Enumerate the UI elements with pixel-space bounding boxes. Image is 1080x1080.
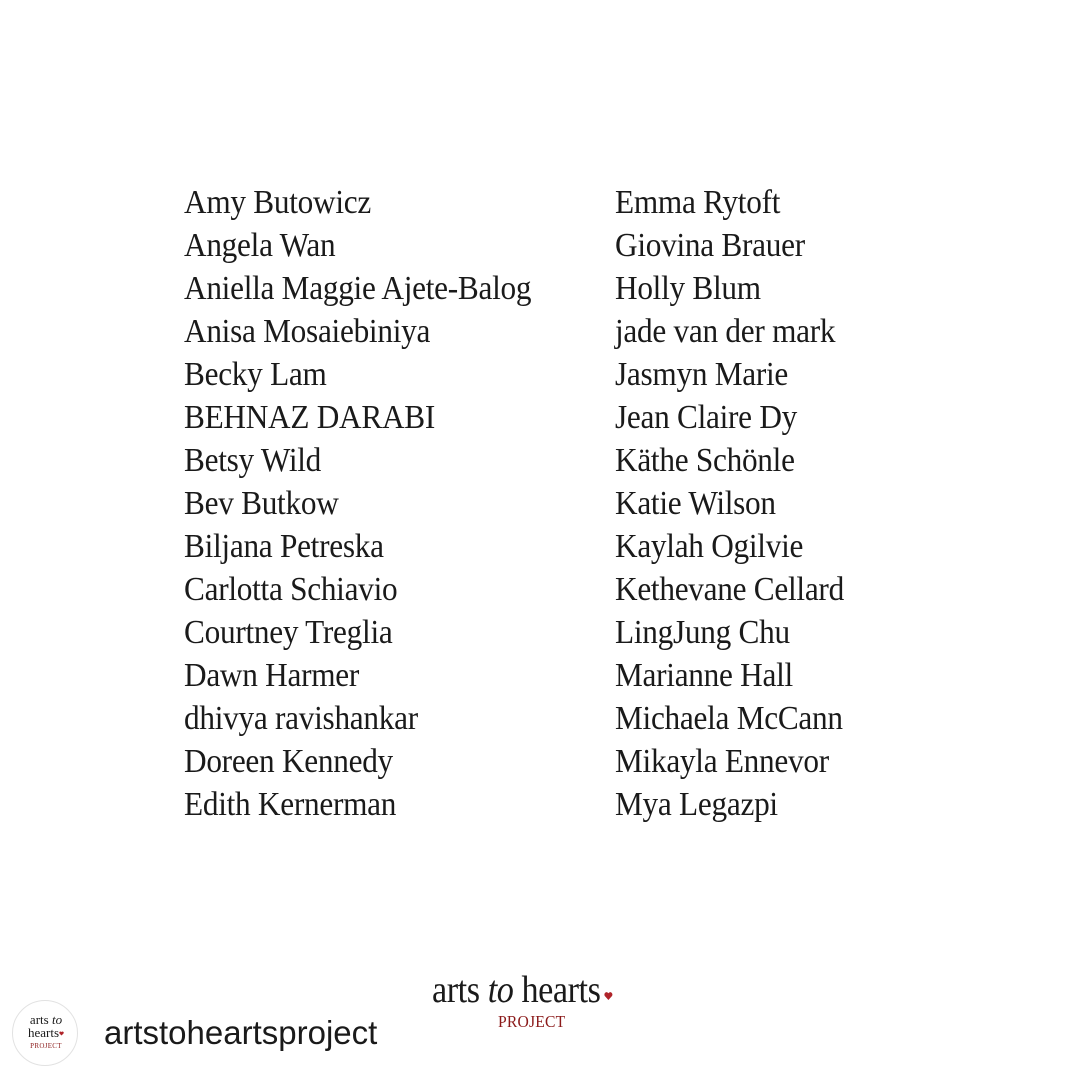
name-item: Edith Kernerman: [184, 786, 397, 823]
name-item: BEHNAZ DARABI: [184, 399, 436, 436]
brand-word-to: to: [487, 969, 514, 1011]
name-item: Mikayla Ennevor: [615, 743, 829, 780]
name-column-left: [184, 181, 584, 826]
name-list: [0, 181, 1080, 841]
account-handle[interactable]: artstoheartsproject: [104, 1014, 378, 1051]
brand-wordmark: [432, 968, 613, 1012]
avatar-logo-line2: [13, 1026, 78, 1040]
avatar-word-arts: arts: [29, 1012, 49, 1027]
avatar-word-to: to: [51, 1012, 63, 1027]
name-item: Holly Blum: [615, 270, 761, 307]
name-item: Jean Claire Dy: [615, 399, 798, 436]
name-column-right: [615, 181, 1015, 826]
brand-word-hearts: hearts: [521, 969, 601, 1011]
brand-word-arts: arts: [432, 969, 480, 1011]
name-item: Bev Butkow: [184, 485, 339, 522]
name-item: Emma Rytoft: [615, 184, 781, 221]
name-item: Mya Legazpi: [615, 786, 778, 823]
name-item: Kethevane Cellard: [615, 571, 844, 608]
name-item: Jasmyn Marie: [615, 356, 789, 393]
name-item: Käthe Schönle: [615, 442, 795, 479]
name-item: Marianne Hall: [615, 657, 793, 694]
name-item: Amy Butowicz: [184, 184, 371, 221]
name-item: LingJung Chu: [615, 614, 790, 651]
name-item: Michaela McCann: [615, 700, 843, 737]
name-item: Becky Lam: [184, 356, 327, 393]
name-item: jade van der mark: [615, 313, 836, 350]
avatar[interactable]: [12, 1000, 78, 1066]
name-item: Dawn Harmer: [184, 657, 360, 694]
name-item: Giovina Brauer: [615, 227, 805, 264]
name-item: Katie Wilson: [615, 485, 776, 522]
brand-subtitle: PROJECT: [498, 1012, 566, 1031]
name-item: Doreen Kennedy: [184, 743, 393, 780]
name-item: dhivya ravishankar: [184, 700, 418, 737]
name-item: Kaylah Ogilvie: [615, 528, 804, 565]
name-item: Biljana Petreska: [184, 528, 384, 565]
name-item: Angela Wan: [184, 227, 336, 264]
brand-logo: [432, 968, 662, 1038]
avatar-heart-icon: [59, 1031, 64, 1036]
heart-icon: [604, 991, 613, 1001]
name-item: Anisa Mosaiebiniya: [184, 313, 431, 350]
avatar-word-hearts: hearts: [27, 1025, 60, 1040]
name-item: Carlotta Schiavio: [184, 571, 398, 608]
avatar-logo-project: PROJECT: [30, 1042, 62, 1050]
name-item: Aniella Maggie Ajete-Balog: [184, 270, 532, 307]
name-item: Betsy Wild: [184, 442, 322, 479]
name-item: Courtney Treglia: [184, 614, 393, 651]
